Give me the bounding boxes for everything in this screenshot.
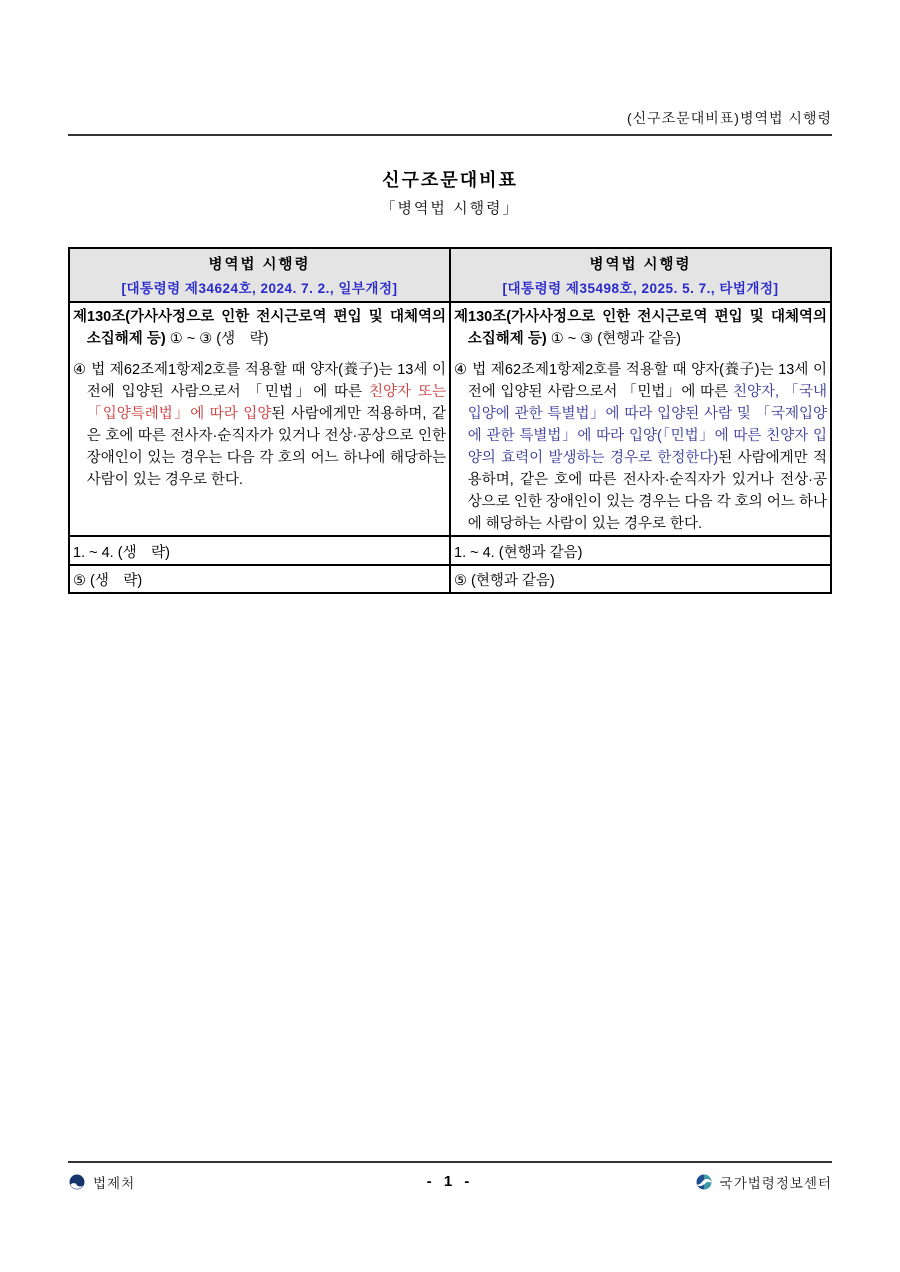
new-law-revision-ref: [대통령령 제35498호, 2025. 5. 7., 타법개정] — [502, 281, 779, 296]
title-block — [0, 166, 900, 218]
running-header — [68, 108, 832, 136]
footer-right-org-label: 국가법령정보센터 — [719, 1176, 832, 1191]
document-subtitle: 「병역법 시행령」 — [380, 200, 520, 217]
new-paragraph-5: ⑤ (현행과 같음) — [450, 565, 831, 593]
comparison-table — [68, 247, 832, 594]
old-items-1-4: 1. ~ 4. (생 략) — [69, 536, 450, 565]
new-article-cell — [450, 302, 831, 536]
new-law-header-cell — [450, 248, 831, 302]
old-article-heading: 제130조(가사사정으로 인한 전시근로역 편입 및 대체역의 소집해제 등) ① ~ ③ (생 략) — [73, 309, 446, 347]
items-row — [69, 536, 831, 565]
new-items-1-4: 1. ~ 4. (현행과 같음) — [450, 536, 831, 565]
running-header-label: (신구조문대비표)병역법 시행령 — [626, 110, 832, 126]
old-law-name: 병역법 시행령 — [208, 257, 311, 273]
old-law-header-cell — [69, 248, 450, 302]
old-paragraph-5: ⑤ (생 략) — [69, 565, 450, 593]
page-footer — [68, 1161, 832, 1192]
document-title: 신구조문대비표 — [382, 170, 518, 190]
article-body-row — [69, 302, 831, 536]
paragraph-5-row — [69, 565, 831, 593]
new-paragraph-4: ④ 법 제62조제1항제2호를 적용할 때 양자(養子)는 13세 이전에 입양된 사람으로서 「민법」에 따른 친양자, 「국내입양에 관한 특별법」에 따라 입양된 사람 및 「국제입양에 관한 특별법」에 따라 입양(「민법」에 따른 친양자 입양의 효력이 발생하는 경우로 한정한다)된 사람에게만 적용하며, 같은 호에 따른 전사자·순직자가 있거나 전상·공상으로 인한 장애인이 있는 경우는 다음 각 호의 어느 하나에 해당하는 사람이 있는 경우로 한다. — [454, 362, 828, 532]
footer-left-org-label: 법제처 — [93, 1176, 136, 1191]
old-paragraph-4: ④ 법 제62조제1항제2호를 적용할 때 양자(養子)는 13세 이전에 입양된 사람으로서 「민법」에 따른 친양자 또는 「입양특례법」에 따라 입양된 사람에게만 적용하며, 같은 호에 따른 전사자·순직자가 있거나 전상·공상으로 인한 장애인이 있는 경우는 다음 각 호의 어느 하나에 해당하는 사람이 있는 경우로 한다. — [73, 362, 446, 488]
table-header-row — [69, 248, 831, 302]
new-law-name: 병역법 시행령 — [589, 257, 692, 273]
new-article-heading: 제130조(가사사정으로 인한 전시근로역 편입 및 대체역의 소집해제 등) ① ~ ③ (현행과 같음) — [454, 309, 827, 347]
old-article-cell — [69, 302, 450, 536]
page-number: - 1 - — [426, 1173, 474, 1190]
old-law-revision-ref: [대통령령 제34624호, 2024. 7. 2., 일부개정] — [121, 281, 398, 296]
